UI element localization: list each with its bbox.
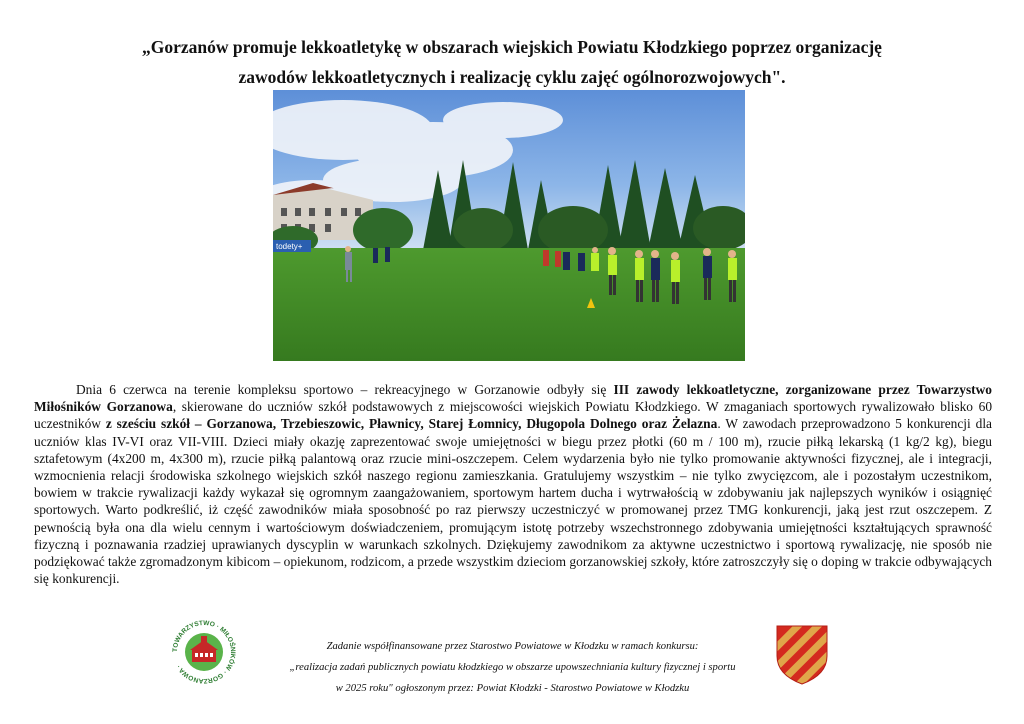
tmg-logo-graphic	[170, 618, 238, 686]
article-text-2: , skierowane do uczniów szkół podstawowych z miejscowości wiejskich Powiatu Kłodzkiego. W zmaganiach sportowych rywalizowało blisko 60 uczestników	[34, 399, 993, 432]
article-bold-1: III zawody lekkoatletyczne, zorganizowane przez Towarzystwo Miłośników Gorzanowa	[34, 382, 992, 415]
title-line-1: „Gorzanów promuje lekkoatletykę w obszarach wiejskich Powiatu Kłodzkiego poprzez organizację	[142, 37, 882, 57]
tmg-logo-ring-text: TOWARZYSTWO · MIŁOŚNIKÓW · GORZANOWA ·	[171, 619, 237, 685]
county-coat-of-arms	[775, 624, 829, 686]
article-text-1: Dnia 6 czerwca na terenie kompleksu sportowo – rekreacyjnego w Gorzanowie odbyły się	[76, 382, 614, 397]
coat-of-arms-graphic	[775, 624, 829, 686]
banner-text: todety+	[276, 242, 303, 251]
event-photo-graphic	[273, 90, 745, 361]
article-bold-2: z sześciu szkół – Gorzanowa, Trzebieszowic, Pławnicy, Starej Łomnicy, Długopola Dolnego oraz Żelazna	[105, 416, 718, 432]
article-text-3: . W zawodach przeprowadzono 5 konkurencji dla uczniów klas IV-VI oraz VII-VIII. Dzieci miały okazję zaprezentować swoje umiejętności w biegu przez płotki (60 m / 100 m), rzucie piłką lekarską (1 kg/2 kg), biegu sztafetowym (4x200 m, 4x300 m), rzucie piłką palantową oraz rzucie mini-oszczepem. Celem wydarzenia było nie tylko promowanie aktywności fizycznej, ale i integracji, wzmocnienia relacji środowiska szkolnego wiejskich szkół naszego regionu zamieszkania. Gratulujemy wszystkim – nie tylko zwycięzcom, ale i pozostałym uczestnikom, bowiem w trakcie rywalizacji każdy wykazał się ogromnym zaangażowaniem, sportowym hartem ducha i wytrwałością w zdobywaniu jak najlepszych wyników i osiągnięć sportowych. Warto podkreślić, iż część zawodników miała sposobność po raz pierwszy uczestniczyć w promowanej przez TMG konkurencji, jaką jest rzut oszczepem. Z pewnością była ona dla wielu cennym i wartościowym doświadczeniem, promującym istotę potrzeby wszechstronnego zdobywania umiejętności kształtujących sprawność fizyczną i poznawania rzadziej uprawianych dyscyplin w warunkach szkolnych. Dziękujemy zawodnikom za aktywne uczestnictwo i sportową rywalizację, nie sposób nie podziękować także zgromadzonym kibicom – opiekunom, rodzicom, a przede wszystkim dzieciom gorzanowskiej szkoły, które zatroszczyły się o doping w trakcie odbywających się konkurencji.	[34, 416, 992, 587]
funding-note	[240, 636, 785, 699]
title-line-2: zawodów lekkoatletycznych i realizację cyklu zajęć ogólnorozwojowych".	[238, 67, 786, 87]
event-photo	[273, 90, 745, 361]
funding-line-1: Zadanie współfinansowane przez Starostwo Powiatowe w Kłodzku w ramach konkursu:	[326, 641, 699, 652]
document-title	[60, 32, 964, 92]
funding-line-2: „realizacja zadań publicznych powiatu kłodzkiego w obszarze upowszechniania kultury fizycznej i sportu	[289, 662, 736, 673]
tmg-logo	[170, 618, 238, 686]
article-body	[34, 381, 992, 587]
funding-line-3: w 2025 roku" ogłoszonym przez: Powiat Kłodzki - Starostwo Powiatowe w Kłodzku	[335, 683, 690, 694]
